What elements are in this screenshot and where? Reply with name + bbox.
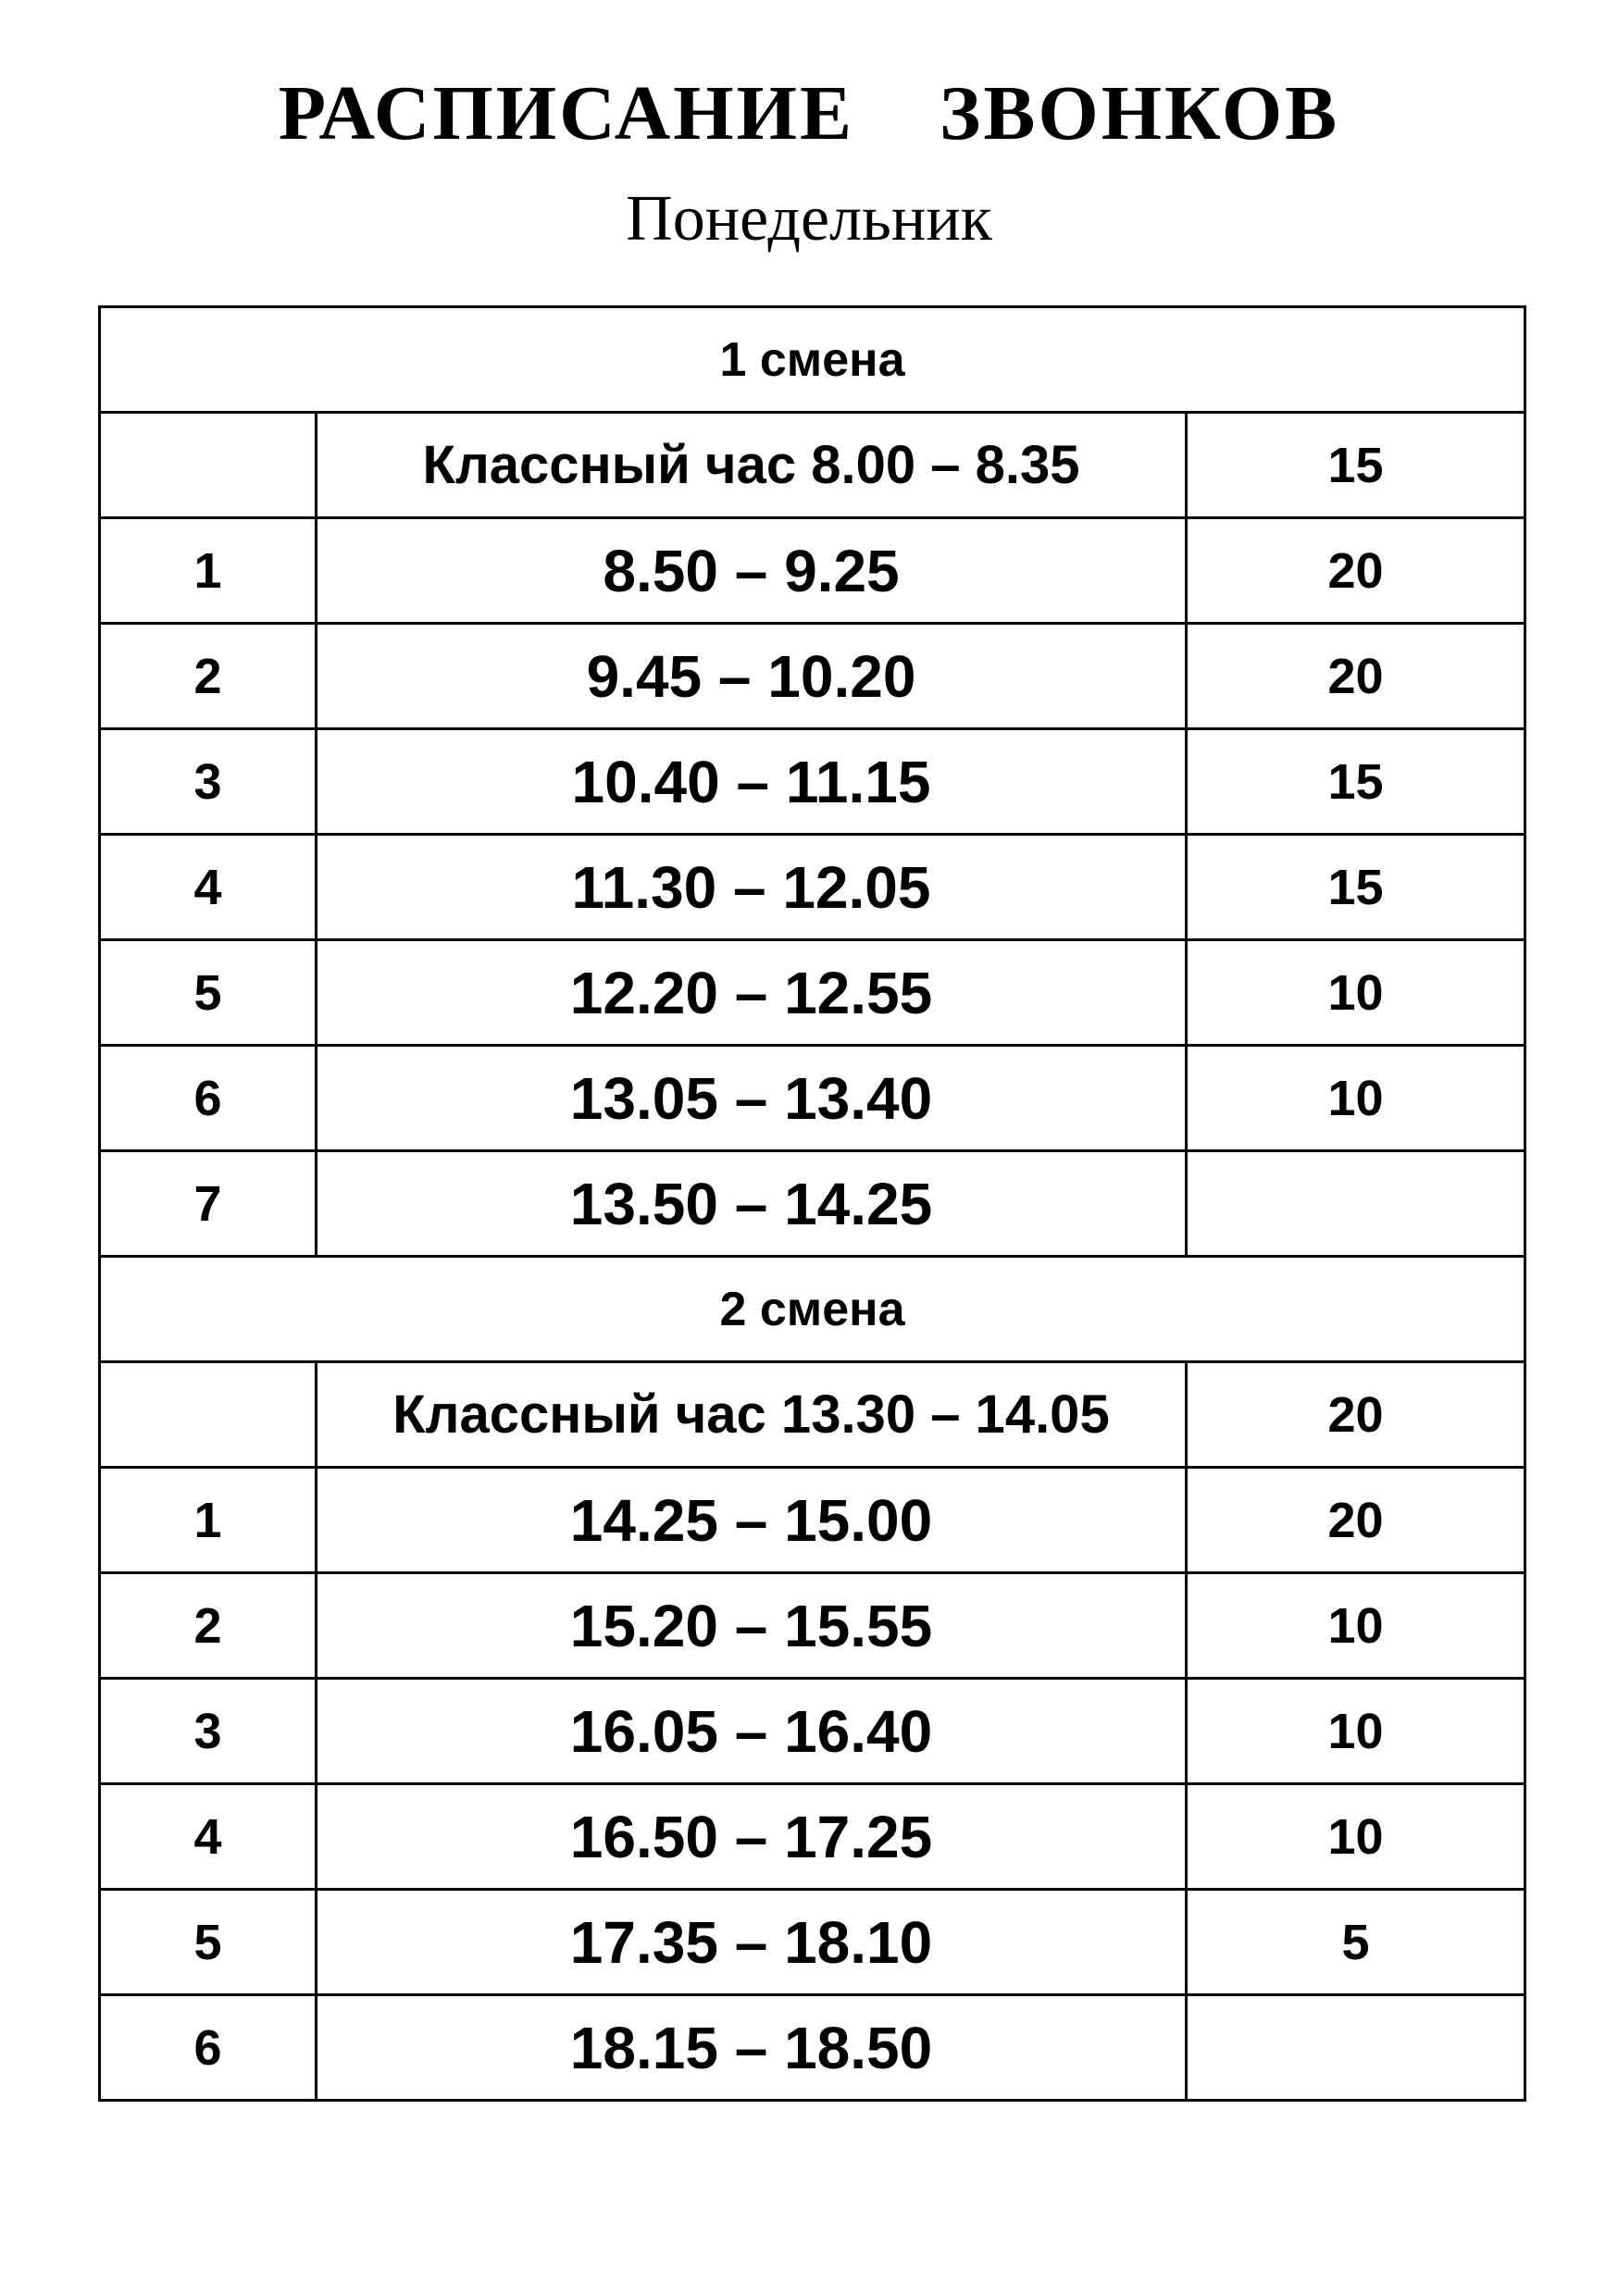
lesson-number: 2 bbox=[100, 624, 317, 729]
break-minutes: 15 bbox=[1187, 729, 1525, 835]
lesson-number: 3 bbox=[100, 1679, 317, 1784]
shift-header-row bbox=[100, 307, 1525, 413]
lesson-time: 10.40 – 11.15 bbox=[317, 729, 1187, 835]
lesson-number: 1 bbox=[100, 1468, 317, 1573]
lesson-time: 16.50 – 17.25 bbox=[317, 1784, 1187, 1890]
lesson-time: 9.45 – 10.20 bbox=[317, 624, 1187, 729]
break-minutes: 20 bbox=[1187, 624, 1525, 729]
homeroom-row bbox=[100, 1362, 1525, 1468]
lesson-number: 1 bbox=[100, 518, 317, 624]
lesson-number: 4 bbox=[100, 835, 317, 940]
lesson-number: 6 bbox=[100, 1995, 317, 2101]
break-minutes: 15 bbox=[1187, 413, 1525, 518]
break-minutes: 10 bbox=[1187, 1046, 1525, 1151]
lesson-time: 14.25 – 15.00 bbox=[317, 1468, 1187, 1573]
break-minutes bbox=[1187, 1151, 1525, 1257]
break-minutes: 20 bbox=[1187, 1468, 1525, 1573]
break-minutes: 5 bbox=[1187, 1890, 1525, 1995]
break-minutes: 10 bbox=[1187, 1679, 1525, 1784]
lesson-number: 6 bbox=[100, 1046, 317, 1151]
table-row bbox=[100, 1784, 1525, 1890]
table-row bbox=[100, 729, 1525, 835]
table-row bbox=[100, 1890, 1525, 1995]
table-row bbox=[100, 835, 1525, 940]
table-row bbox=[100, 1151, 1525, 1257]
lesson-time: 13.50 – 14.25 bbox=[317, 1151, 1187, 1257]
lesson-number: 5 bbox=[100, 1890, 317, 1995]
lesson-time: 15.20 – 15.55 bbox=[317, 1573, 1187, 1679]
lesson-time: 18.15 – 18.50 bbox=[317, 1995, 1187, 2101]
table-row bbox=[100, 1679, 1525, 1784]
break-minutes bbox=[1187, 1995, 1525, 2101]
page-title: РАСПИСАНИЕ ЗВОНКОВ bbox=[278, 70, 1340, 156]
break-minutes: 10 bbox=[1187, 1573, 1525, 1679]
table-row bbox=[100, 1573, 1525, 1679]
lesson-number: 7 bbox=[100, 1151, 317, 1257]
lesson-time: 16.05 – 16.40 bbox=[317, 1679, 1187, 1784]
bell-schedule-table bbox=[98, 305, 1526, 2102]
table-row bbox=[100, 1468, 1525, 1573]
lesson-number: 3 bbox=[100, 729, 317, 835]
day-subtitle: Понедельник bbox=[626, 183, 992, 254]
lesson-time: Классный час 13.30 – 14.05 bbox=[317, 1362, 1187, 1468]
lesson-number bbox=[100, 413, 317, 518]
lesson-time: 12.20 – 12.55 bbox=[317, 940, 1187, 1046]
lesson-number: 4 bbox=[100, 1784, 317, 1890]
lesson-time: Классный час 8.00 – 8.35 bbox=[317, 413, 1187, 518]
break-minutes: 15 bbox=[1187, 835, 1525, 940]
lesson-time: 8.50 – 9.25 bbox=[317, 518, 1187, 624]
shift-name: 1 смена bbox=[100, 307, 1525, 413]
shift-name: 2 смена bbox=[100, 1257, 1525, 1362]
break-minutes: 10 bbox=[1187, 1784, 1525, 1890]
lesson-number: 2 bbox=[100, 1573, 317, 1679]
lesson-time: 13.05 – 13.40 bbox=[317, 1046, 1187, 1151]
table-row bbox=[100, 518, 1525, 624]
lesson-time: 11.30 – 12.05 bbox=[317, 835, 1187, 940]
shift-header-row bbox=[100, 1257, 1525, 1362]
break-minutes: 20 bbox=[1187, 518, 1525, 624]
table-row bbox=[100, 1046, 1525, 1151]
break-minutes: 20 bbox=[1187, 1362, 1525, 1468]
table-row bbox=[100, 1995, 1525, 2101]
lesson-number: 5 bbox=[100, 940, 317, 1046]
lesson-time: 17.35 – 18.10 bbox=[317, 1890, 1187, 1995]
table-row bbox=[100, 624, 1525, 729]
table-row bbox=[100, 940, 1525, 1046]
lesson-number bbox=[100, 1362, 317, 1468]
break-minutes: 10 bbox=[1187, 940, 1525, 1046]
homeroom-row bbox=[100, 413, 1525, 518]
